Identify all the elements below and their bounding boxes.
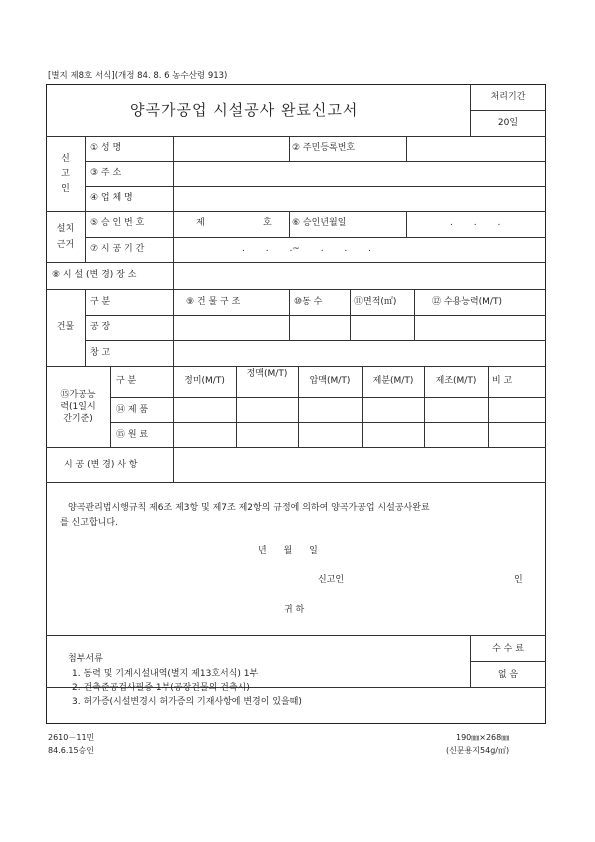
building-group-label: 건물 xyxy=(56,322,75,332)
divider xyxy=(85,315,546,316)
divider xyxy=(414,289,415,340)
divider xyxy=(46,136,546,137)
declarant-group-label xyxy=(46,152,85,197)
divider xyxy=(289,289,290,340)
capacity-col-remarks: 비 고 xyxy=(492,376,513,386)
building-col-area: ⑪면적(㎡) xyxy=(354,297,397,307)
divider xyxy=(173,136,174,262)
capacity-row-raw-material: ⑮ 원 료 xyxy=(116,430,149,440)
form-frame xyxy=(46,84,546,724)
divider xyxy=(46,635,546,636)
footer-paper-type: (신문용지54g/㎡) xyxy=(446,746,510,755)
divider xyxy=(46,482,546,483)
install-basis-group-word: 설치 xyxy=(56,224,75,234)
divider xyxy=(406,136,407,161)
divider xyxy=(470,110,546,111)
attachment-item: 2. 건축준공검사필증 1부(공장건물의 건축시) xyxy=(72,683,250,693)
building-row-warehouse: 창 고 xyxy=(90,348,111,358)
approval-number-prefix: 제 xyxy=(196,218,205,228)
fee-value: 없 음 xyxy=(497,670,519,680)
footer-form-number: 2610－11민 xyxy=(48,733,95,742)
seal-label: 인 xyxy=(514,575,523,585)
divider xyxy=(46,289,546,290)
processing-capacity-group-line: 력(1일시 xyxy=(60,402,96,412)
divider xyxy=(406,211,407,237)
divider xyxy=(110,422,546,423)
building-col-count: ⑩동 수 xyxy=(294,297,323,307)
divider xyxy=(85,161,546,162)
divider xyxy=(110,397,546,398)
fee-label: 수 수 료 xyxy=(492,644,524,654)
divider xyxy=(173,262,174,289)
divider xyxy=(46,447,546,448)
divider xyxy=(289,211,290,237)
capacity-row-product: ⑭ 제 품 xyxy=(116,405,149,415)
name-label: ① 성 명 xyxy=(90,143,122,153)
divider xyxy=(85,186,546,187)
divider xyxy=(85,340,546,341)
processing-capacity-group-line: 간기준) xyxy=(63,414,93,424)
declarant-group-char: 신 xyxy=(61,154,70,164)
divider xyxy=(173,447,174,482)
declaration-date: 년 월 일 xyxy=(258,546,318,556)
building-row-factory: 공 장 xyxy=(90,322,111,332)
building-col-capacity: ⑫ 수용능력(M/T) xyxy=(432,297,502,307)
capacity-col-polished-rice: 정미(M/T) xyxy=(184,376,225,386)
form-title: 양곡가공업 시설공사 완료신고서 xyxy=(130,101,359,119)
approval-number-label: ⑤ 승 인 번 호 xyxy=(90,218,145,228)
building-col-structure: ⑨ 건 물 구 조 xyxy=(186,297,241,307)
construction-changes-label: 시 공 (변 경) 사 항 xyxy=(64,460,138,470)
approval-date-label: ⑥ 승인년월일 xyxy=(292,218,347,228)
divider xyxy=(46,262,546,263)
declaration-text-line2: 를 신고합니다. xyxy=(60,518,118,528)
address-label: ③ 주 소 xyxy=(90,168,122,178)
capacity-col-milling: 제분(M/T) xyxy=(372,376,414,386)
divider xyxy=(85,136,86,262)
divider xyxy=(289,136,290,161)
declaration-text-line1: 양곡관리법시행규칙 제6조 제3항 및 제7조 제2항의 규정에 의하여 양곡가공업 시설공사완료 xyxy=(68,503,430,513)
divider xyxy=(46,211,546,212)
divider xyxy=(85,237,546,238)
company-name-label: ④ 업 체 명 xyxy=(90,193,133,203)
attachment-item: 3. 허가증(시설변경시 허가증의 기재사항에 변경이 있을때) xyxy=(72,697,302,707)
construction-period-label: ⑦ 시 공 기 간 xyxy=(90,244,145,254)
approval-date-value: . . . xyxy=(450,218,501,228)
construction-period-value: . . .~ . . . xyxy=(242,244,372,254)
install-basis-group-word: 근거 xyxy=(56,240,75,250)
addressee-label: 귀 하 xyxy=(284,605,305,615)
facility-location-label: ⑧ 시 설 (변 경) 장 소 xyxy=(52,270,137,280)
declarant-group-char: 고 xyxy=(61,169,70,179)
capacity-col-polished-barley: 정맥(M/T) xyxy=(246,369,288,379)
declarant-group-char: 인 xyxy=(61,184,70,194)
processing-capacity-group-label xyxy=(46,389,110,425)
approval-number-suffix: 호 xyxy=(263,218,272,228)
capacity-col-pressed-barley: 압맥(M/T) xyxy=(309,376,351,386)
install-basis-group-label xyxy=(46,221,85,253)
divider xyxy=(110,366,111,447)
divider xyxy=(85,289,86,366)
divider xyxy=(470,661,546,662)
divider xyxy=(350,289,351,340)
divider xyxy=(488,366,489,447)
resident-id-label: ② 주민등록번호 xyxy=(292,143,356,153)
attachments-title: 첨부서류 xyxy=(68,654,103,664)
divider xyxy=(46,366,546,367)
form-header-note: [별지 제8호 서식](개정 84. 8. 6 농수산령 913) xyxy=(48,71,228,81)
declarant-signer-label: 신고인 xyxy=(318,575,345,585)
processing-period-value: 20일 xyxy=(497,118,519,128)
processing-period-label: 처리기간 xyxy=(490,92,526,102)
capacity-col-manufacturing: 제조(M/T) xyxy=(435,376,477,386)
capacity-col-category: 구 분 xyxy=(116,376,137,386)
processing-capacity-group-line: ⑮가공능 xyxy=(60,390,96,400)
building-col-category: 구 분 xyxy=(90,297,111,307)
attachment-item: 1. 동력 및 기계시설내역(별지 제13호서식) 1부 xyxy=(72,669,259,679)
divider xyxy=(173,289,174,366)
footer-paper-size: 190㎜×268㎜ xyxy=(456,733,510,742)
footer-approval-date: 84.6.15승인 xyxy=(48,746,94,755)
divider xyxy=(236,366,237,447)
